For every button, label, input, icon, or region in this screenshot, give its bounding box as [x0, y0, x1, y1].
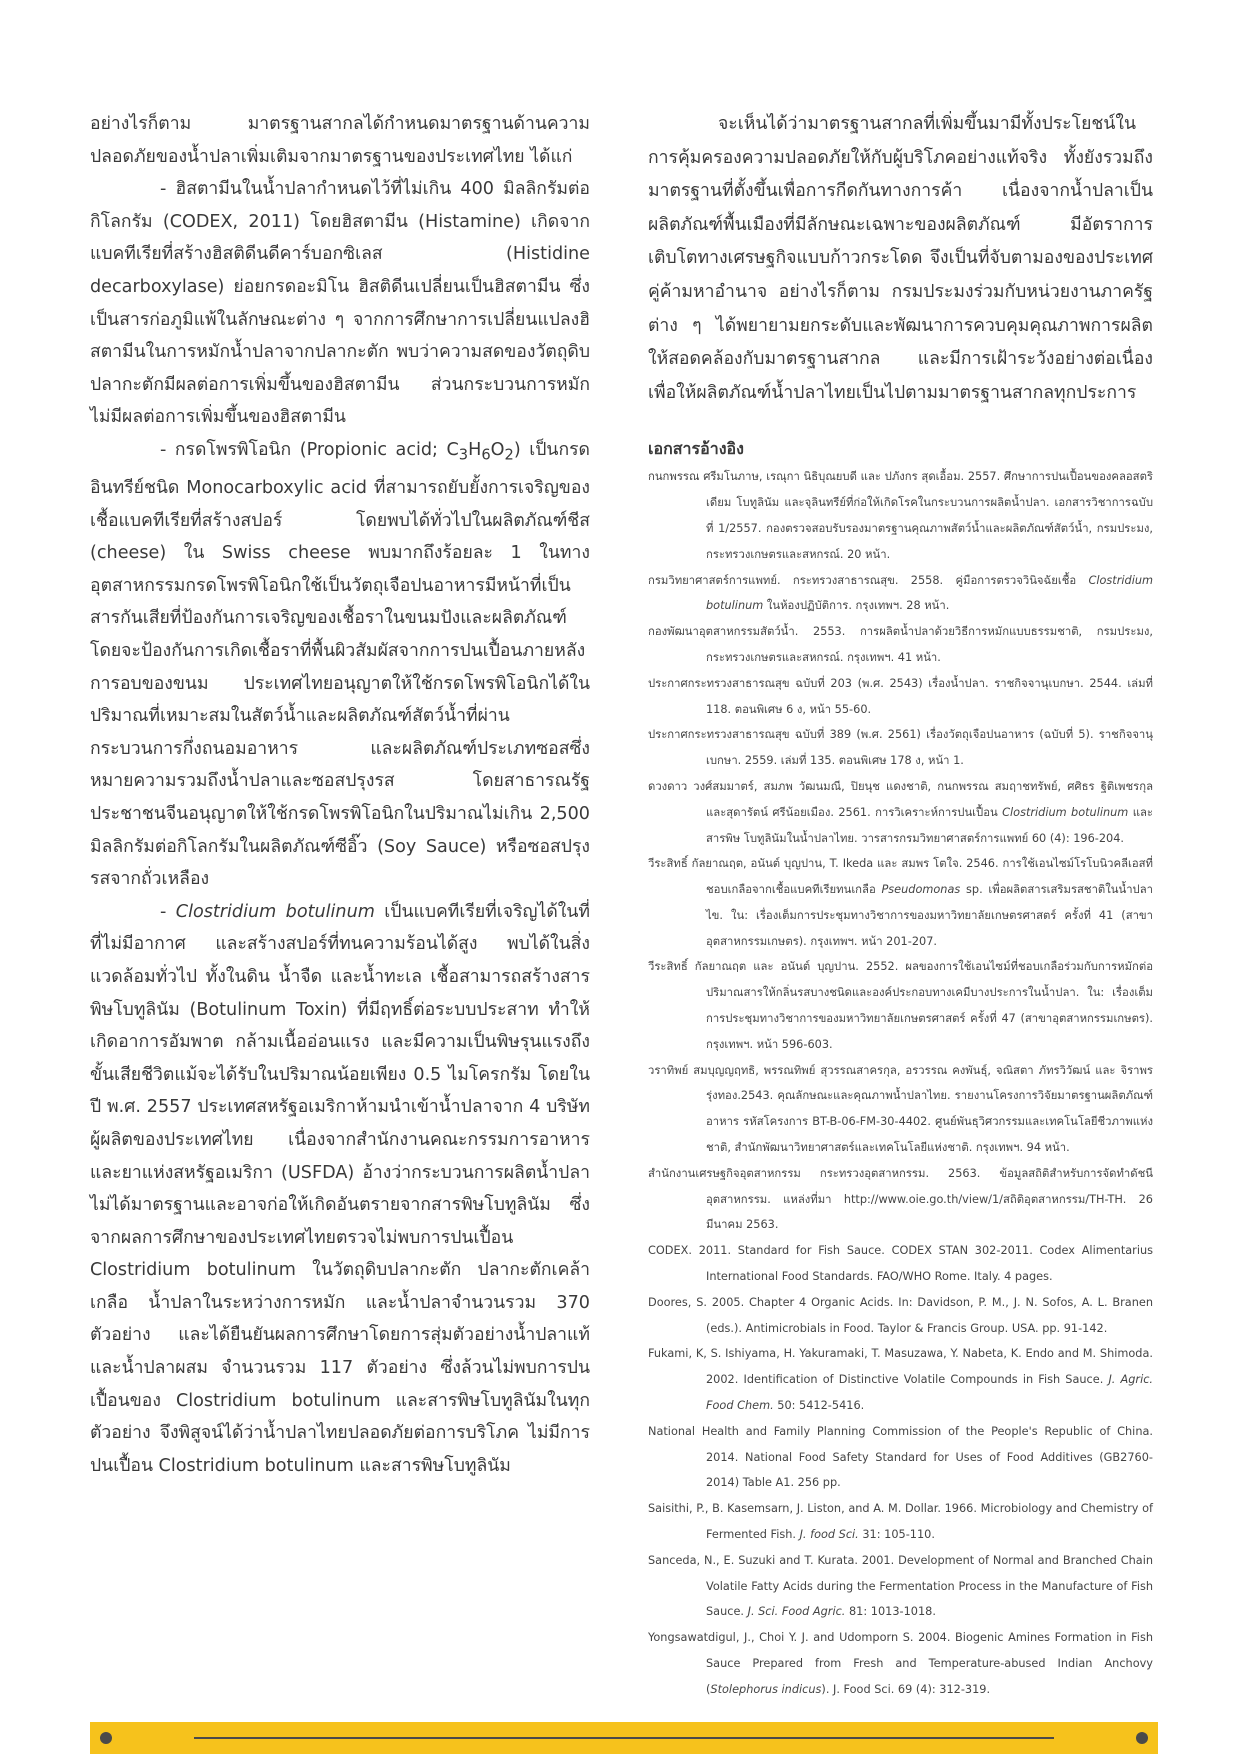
paragraph-propionic-acid: - กรดโพรพิโอนิก (Propionic acid; $C_3H_6O_2$) เป็นกรดอินทรีย์ชนิด Monocarboxylic acid ที่สามารถยับยั้งการเจริญของเชื้อแบคทีเรียที่สร้างสปอร์ โดยพบได้ทั่วไปในผลิตภัณฑ์ชีส (cheese) ใน Swiss cheese พบมากถึงร้อยละ 1 ในทางอุตสาหกรรมกรดโพรพิโอนิกใช้เป็นวัตถุเจือปนอาหารมีหน้าที่เป็นสารกันเสียที่ป้องกันการเจริญของเชื้อราในขนมปังและผลิตภัณฑ์ โดยจะป้องกันการเกิดเชื้อราที่พื้นผิวสัมผัสจากการปนเปื้อนภายหลังการอบของขนม ประเทศไทยอนุญาตให้ใช้กรดโพรพิโอนิกได้ในปริมาณที่เหมาะสมในสัตว์น้ำและผลิตภัณฑ์สัตว์น้ำที่ผ่านกระบวนการกึ่งถนอมอาหาร และผลิตภัณฑ์ประเภทซอสซึ่งหมายความรวมถึงน้ำปลาและซอสปรุงรส โดยสาธารณรัฐประชาชนจีนอนุญาตให้ใช้กรดโพรพิโอนิกในปริมาณไม่เกิน 2,500 มิลลิกรัมต่อกิโลกรัมในผลิตภัณฑ์ซีอิ๊ว (Soy Sauce) หรือซอสปรุงรสจากถั่วเหลือง	[90, 439, 590, 890]
reference-item: ประกาศกระทรวงสาธารณสุข ฉบับที่ 389 (พ.ศ. 2561) เรื่องวัตถุเจือปนอาหาร (ฉบับที่ 5). ราชกิจจานุเบกษา. 2559. เล่มที่ 135. ตอนพิเศษ 178 ง, หน้า 1.	[648, 728, 1153, 768]
reference-item: วีระสิทธิ์ กัลยาณฤต และ อนันต์ บุญปาน. 2552. ผลของการใช้เอนไซม์ที่ชอบเกลือร่วมกับการหมักต่อปริมาณสารให้กลิ่นรสบางชนิดและองค์ประกอบทางเคมีบางประการในน้ำปลา. ใน: เรื่องเต็มการประชุมทางวิชาการของมหาวิทยาลัยเกษตรศาสตร์ ครั้งที่ 47 (สาขาอุตสาหกรรมเกษตร). กรุงเทพฯ. หน้า 596-603.	[648, 960, 1153, 1051]
reference-item: Doores, S. 2005. Chapter 4 Organic Acids. In: Davidson, P. M., J. N. Sofos, A. L. Branen (eds.). Antimicrobials in Food. Taylor & Francis Group. USA. pp. 91-142.	[648, 1295, 1153, 1335]
footer-bar	[90, 1722, 1158, 1754]
paragraph-histamine: - ฮิสตามีนในน้ำปลากำหนดไว้ที่ไม่เกิน 400 มิลลิกรัมต่อกิโลกรัม (CODEX, 2011) โดยฮิสตามีน (Histamine) เกิดจากแบคทีเรียที่สร้างฮิสติดีนดีคาร์บอกซิเลส (Histidine decarboxylase) ย่อยกรดอะมิโน ฮิสติดีนเปลี่ยนเป็นฮิสตามีน ซึ่งเป็นสารก่อภูมิแพ้ในลักษณะต่าง ๆ จากการศึกษาการเปลี่ยนแปลงฮิสตามีนในการหมักน้ำปลาจากปลากะตัก พบว่าความสดของวัตถุดิบปลากะตักมีผลต่อการเพิ่มขึ้นของฮิสตามีน ส่วนกระบวนการหมักไม่มีผลต่อการเพิ่มขึ้นของฮิสตามีน	[90, 179, 590, 428]
reference-item: Sanceda, N., E. Suzuki and T. Kurata. 2001. Development of Normal and Branched Chain Volatile Fatty Acids during the Fermentation Process in the Manufacture of Fish Sauce. J. Sci. Food Agric. 81: 1013-1018.	[648, 1553, 1153, 1619]
references-list	[648, 464, 1153, 1702]
paragraph-intro: อย่างไรก็ตาม มาตรฐานสากลได้กำหนดมาตรฐานด้านความปลอดภัยของน้ำปลาเพิ่มเติมจากมาตรฐานของประเทศไทย ได้แก่	[90, 114, 590, 167]
reference-item: วราทิพย์ สมบุญญฤทธิ, พรรณทิพย์ สุวรรณสาครกุล, อรวรรณ คงพันธุ์, จณิสตา ภัทรวิวัฒน์ และ จิราพร รุ่งทอง.2543. คุณลักษณะและคุณภาพน้ำปลาไทย. รายงานโครงการวิจัยมาตรฐานผลิตภัณฑ์อาหาร รหัสโครงการ BT-B-06-FM-30-4402. ศูนย์พันธุวิศวกรรมและเทคโนโลยีชีวภาพแห่งชาติ, สำนักพัฒนาวิทยาศาสตร์และเทคโนโลยีแห่งชาติ. กรุงเทพฯ. 94 หน้า.	[648, 1063, 1153, 1155]
reference-item: CODEX. 2011. Standard for Fish Sauce. CODEX STAN 302-2011. Codex Alimentarius International Food Standards. FAO/WHO Rome. Italy. 4 pages.	[648, 1244, 1153, 1284]
reference-item: วีระสิทธิ์ กัลยาณฤต, อนันต์ บุญปาน, T. Ikeda และ สมพร โตใจ. 2546. การใช้เอนไซม์โรโบนิวคลีเอสที่ชอบเกลือจากเชื้อแบคทีเรียทนเกลือ Pseudomonas sp. เพื่อผลิตสารเสริมรสชาติในน้ำปลาไข. ใน: เรื่องเต็มการประชุมทางวิชาการของมหาวิทยาลัยเกษตรศาสตร์ ครั้งที่ 41 (สาขาอุตสาหกรรมเกษตร). กรุงเทพฯ. หน้า 201-207.	[648, 857, 1153, 948]
reference-item: สำนักงานเศรษฐกิจอุตสาหกรรม กระทรวงอุตสาหกรรม. 2563. ข้อมูลสถิติสำหรับการจัดทำดัชนีอุตสาหกรรม. แหล่งที่มา http://www.oie.go.th/view/1/สถิติอุตสาหกรรม/TH-TH. 26 มีนาคม 2563.	[648, 1166, 1153, 1232]
reference-item: ดวงดาว วงศ์สมมาตร์, สมภพ วัฒนมณี, ปิยนุช แดงชาติ, กนกพรรณ สมฤาชทรัพย์, ศศิธร ฐิติเพชรกุล และสุดารัตน์ ศรีน้อยเมือง. 2561. การวิเคราะห์การปนเปื้อน Clostridium botulinum และสารพิษ โบทูลินัมในน้ำปลาไทย. วารสารกรมวิทยาศาสตร์การแพทย์ 60 (4): 196-204.	[648, 779, 1153, 845]
reference-item: กรมวิทยาศาสตร์การแพทย์. กระทรวงสาธารณสุข. 2558. คู่มือการตรวจวินิจฉัยเชื้อ Clostridium botulinum ในห้องปฏิบัติการ. กรุงเทพฯ. 28 หน้า.	[648, 573, 1153, 613]
paragraph-clostridium: - Clostridium botulinum เป็นแบคทีเรียที่เจริญได้ในที่ที่ไม่มีอากาศ และสร้างสปอร์ที่ทนความร้อนได้สูง พบได้ในสิ่งแวดล้อมทั่วไป ทั้งในดิน น้ำจืด และน้ำทะเล เชื้อสามารถสร้างสารพิษโบทูลินัม (Botulinum Toxin) ที่มีฤทธิ์ต่อระบบประสาท ทำให้เกิดอาการอัมพาต กล้ามเนื้ออ่อนแรง และมีความเป็นพิษรุนแรงถึงขั้นเสียชีวิตแม้จะได้รับในปริมาณน้อยเพียง 0.5 ไมโครกรัม โดยในปี พ.ศ. 2557 ประเทศสหรัฐอเมริกาห้ามนำเข้าน้ำปลาจาก 4 บริษัทผู้ผลิตของประเทศไทย เนื่องจากสำนักงานคณะกรรมการอาหารและยาแห่งสหรัฐอเมริกา (USFDA) อ้างว่ากระบวนการผลิตน้ำปลาไม่ได้มาตรฐานและอาจก่อให้เกิดอันตรายจากสารพิษโบทูลินัม ซึ่งจากผลการศึกษาของประเทศไทยตรวจไม่พบการปนเปื้อน Clostridium botulinum ในวัตถุดิบปลากะตัก ปลากะตักเคล้าเกลือ น้ำปลาในระหว่างการหมัก และน้ำปลาจำนวนรวม 370 ตัวอย่าง และได้ยืนยันผลการศึกษาโดยการสุ่มตัวอย่างน้ำปลาแท้และน้ำปลาผสม จำนวนรวม 117 ตัวอย่าง ซึ่งล้วนไม่พบการปนเปื้อนของ Clostridium botulinum และสารพิษโบทูลินัมในทุกตัวอย่าง จึงพิสูจน์ได้ว่าน้ำปลาไทยปลอดภัยต่อการบริโภค ไม่มีการปนเปื้อน Clostridium botulinum และสารพิษโบทูลินัม	[90, 901, 590, 1476]
references-heading: เอกสารอ้างอิง	[648, 439, 744, 459]
reference-item: Yongsawatdigul, J., Choi Y. J. and Udomporn S. 2004. Biogenic Amines Formation in Fish Sauce Prepared from Fresh and Temperature-abused Indian Anchovy (Stolephorus indicus). J. Food Sci. 69 (4): 312-319.	[648, 1631, 1153, 1696]
footer-dot-left	[100, 1732, 112, 1744]
reference-item: National Health and Family Planning Commission of the People's Republic of China. 2014. National Food Safety Standard for Uses of Food Additives (GB2760-2014) Table A1. 256 pp.	[648, 1424, 1153, 1490]
reference-item: Saisithi, P., B. Kasemsarn, J. Liston, and A. M. Dollar. 1966. Microbiology and Chemistry of Fermented Fish. J. food Sci. 31: 105-110.	[648, 1502, 1153, 1542]
reference-item: Fukami, K, S. Ishiyama, H. Yakuramaki, T. Masuzawa, Y. Nabeta, K. Endo and M. Shimoda. 2002. Identification of Distinctive Volatile Compounds in Fish Sauce. J. Agric. Food Chem. 50: 5412-5416.	[648, 1347, 1154, 1413]
reference-item: ประกาศกระทรวงสาธารณสุข ฉบับที่ 203 (พ.ศ. 2543) เรื่องน้ำปลา. ราชกิจจานุเบกษา. 2544. เล่มที่ 118. ตอนพิเศษ 6 ง, หน้า 55-60.	[648, 676, 1153, 716]
footer-divider-line	[194, 1737, 1054, 1739]
reference-item: กองพัฒนาอุตสาหกรรมสัตว์น้ำ. 2553. การผลิตน้ำปลาด้วยวิธีการหมักแบบธรรมชาติ, กรมประมง, กระทรวงเกษตรและสหกรณ์. กรุงเทพฯ. 41 หน้า.	[648, 625, 1153, 664]
footer-dot-right	[1136, 1732, 1148, 1744]
left-column	[90, 108, 590, 1482]
reference-item: กนกพรรณ ศรีมโนภาษ, เรณุกา นิธิบุณยบดี และ ปภังกร สุดเอื้อม. 2557. ศึกษาการปนเปื้อนของคลอสตริเดียม โบทูลินัม และจุลินทรีย์ที่ก่อให้เกิดโรคในกระบวนการผลิตน้ำปลา. เอกสารวิชาการฉบับที่ 1/2557. กองตรวจสอบรับรองมาตรฐานคุณภาพสัตว์น้ำและผลิตภัณฑ์สัตว์น้ำ, กรมประมง, กระทรวงเกษตรและสหกรณ์. 20 หน้า.	[648, 470, 1153, 561]
right-column	[648, 108, 1153, 1703]
paragraph-conclusion: จะเห็นได้ว่ามาตรฐานสากลที่เพิ่มขึ้นมามีทั้งประโยชน์ในการคุ้มครองความปลอดภัยให้กับผู้บริโภคอย่างแท้จริง ทั้งยังรวมถึงมาตรฐานที่ตั้งขึ้นเพื่อการกีดกันทางการค้า เนื่องจากน้ำปลาเป็นผลิตภัณฑ์พื้นเมืองที่มีลักษณะเฉพาะของผลิตภัณฑ์ มีอัตราการเติบโตทางเศรษฐกิจแบบก้าวกระโดด จึงเป็นที่จับตามองของประเทศคู่ค้ามหาอำนาจ อย่างไรก็ตาม กรมประมงร่วมกับหน่วยงานภาครัฐต่าง ๆ ได้พยายามยกระดับและพัฒนาการควบคุมคุณภาพการผลิตให้สอดคล้องกับมาตรฐานสากล และมีการเฝ้าระวังอย่างต่อเนื่อง เพื่อให้ผลิตภัณฑ์น้ำปลาไทยเป็นไปตามมาตรฐานสากลทุกประการ	[648, 114, 1153, 403]
